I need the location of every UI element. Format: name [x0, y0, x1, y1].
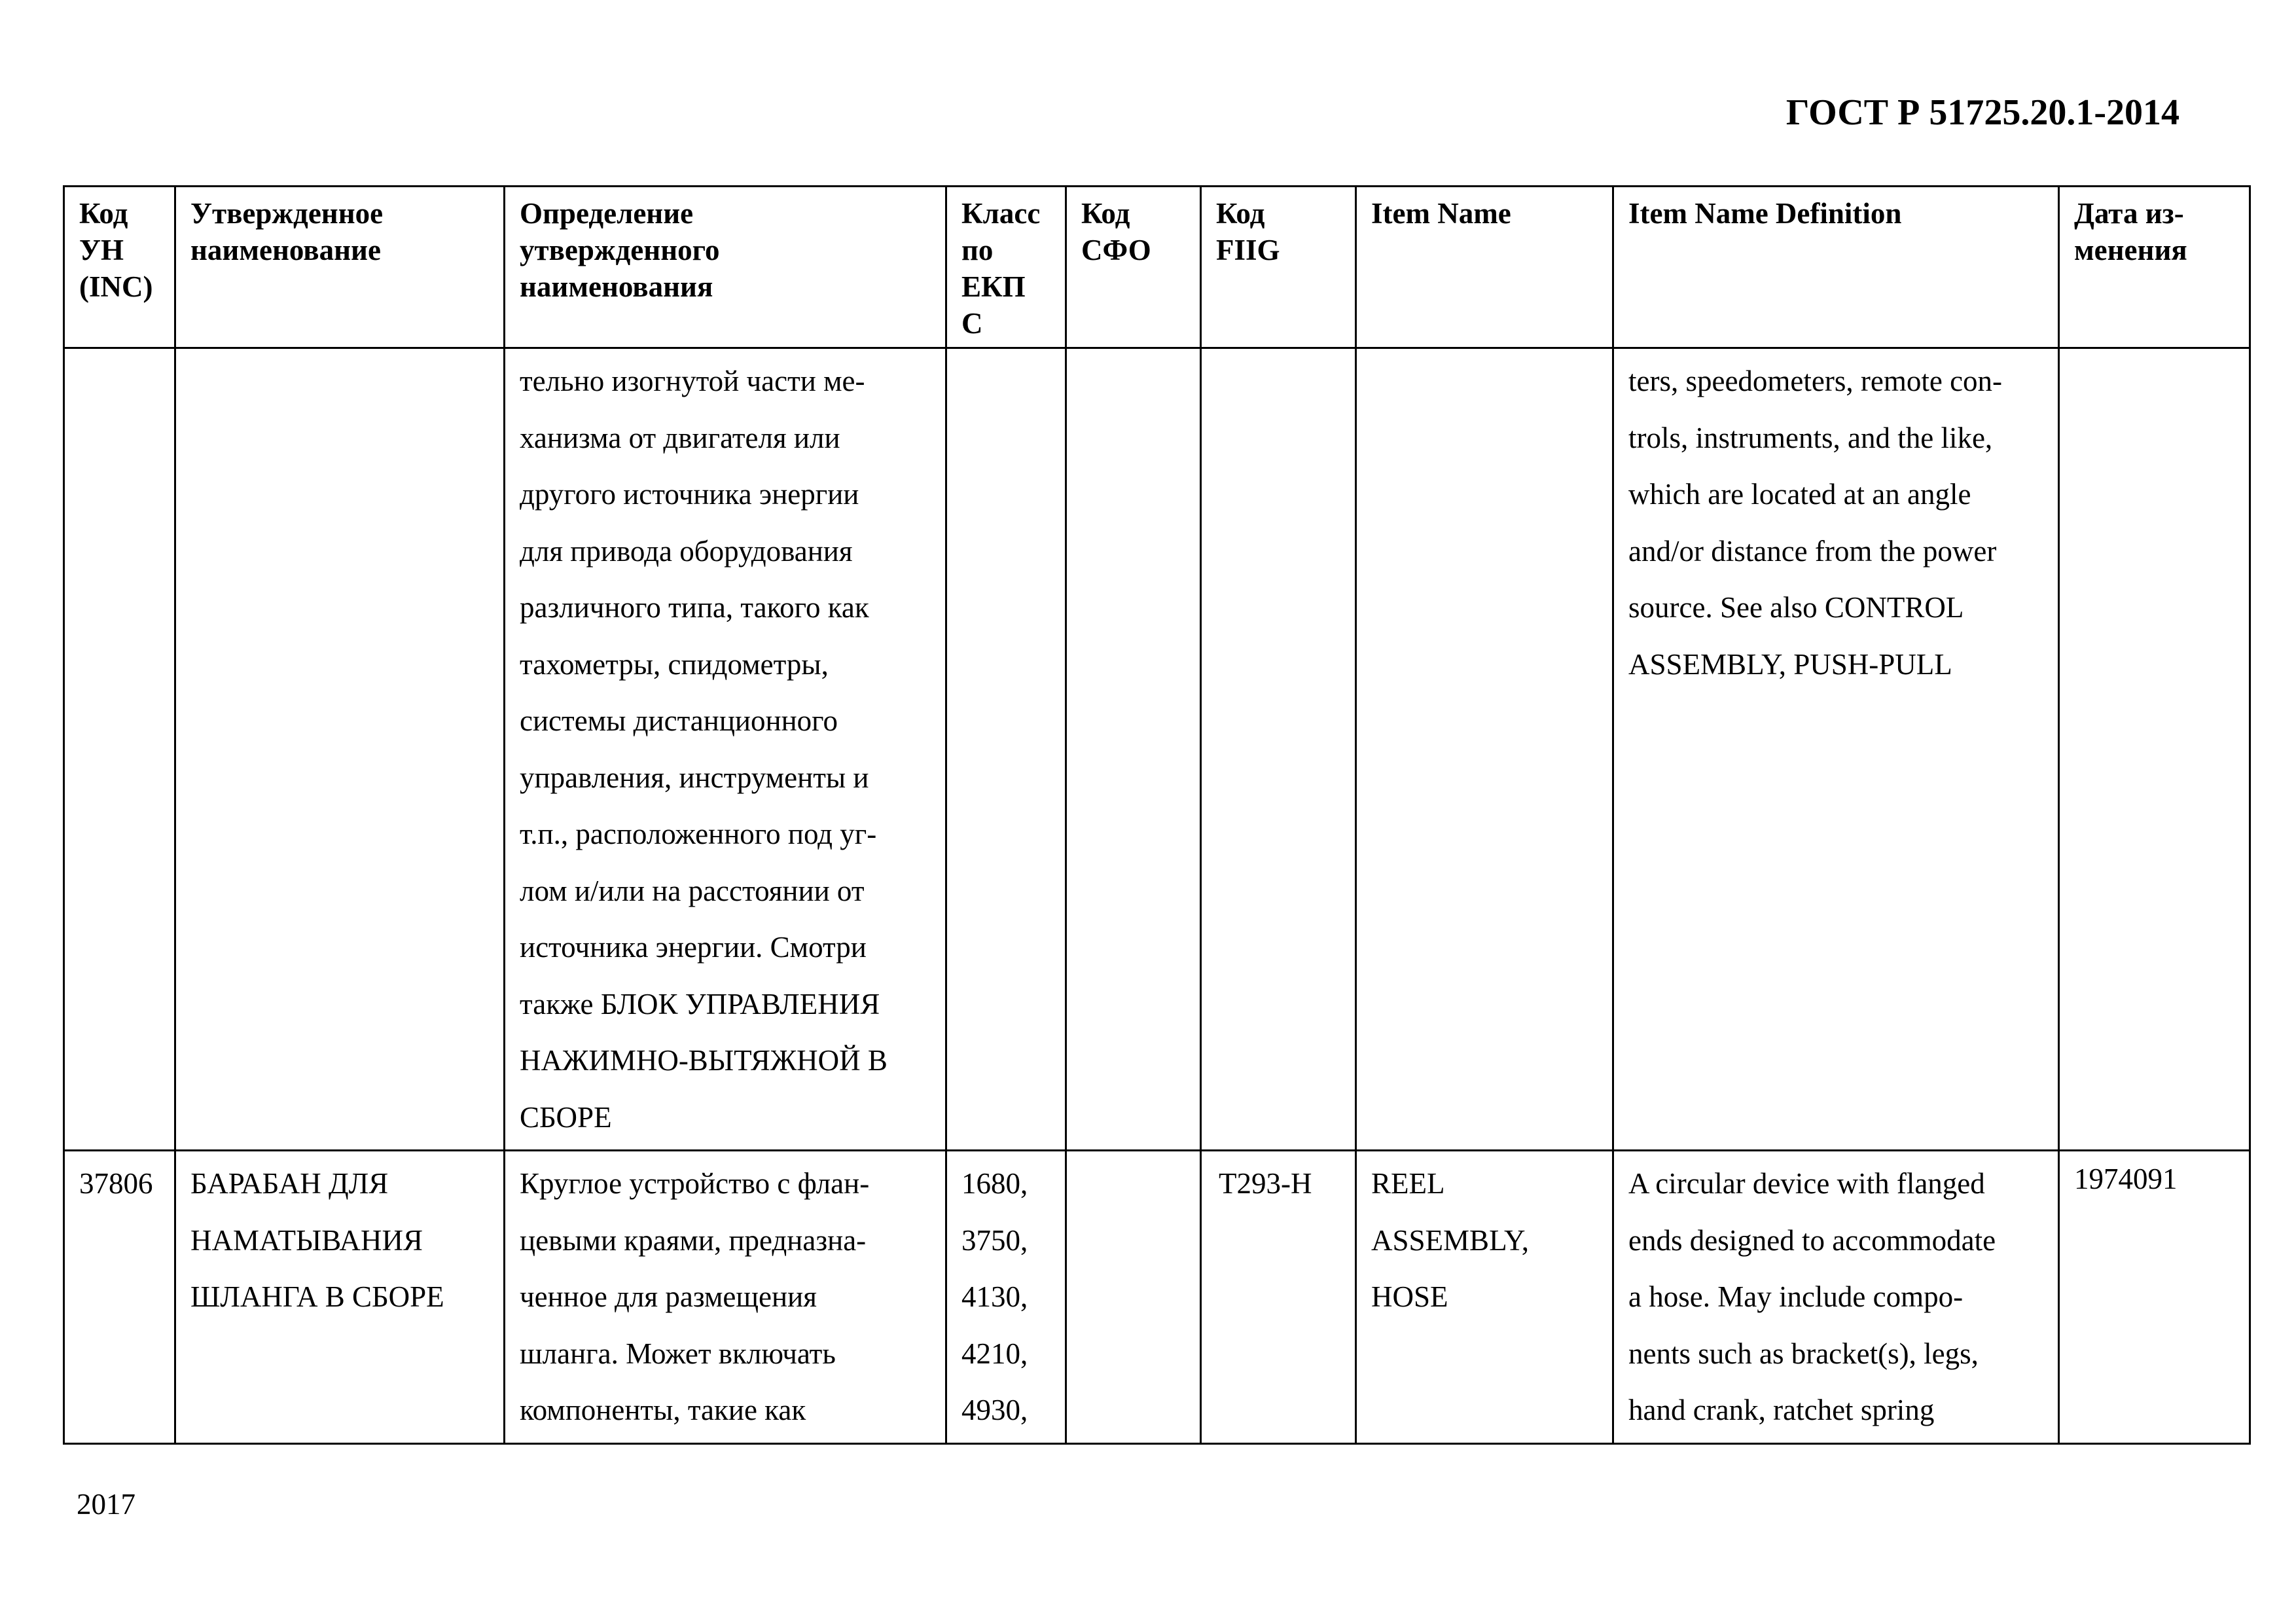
table-row — [64, 1151, 2250, 1444]
cell-definition-en: A circular device with flanged ends designed to accommodate a hose. May include compo- nents such as bracket(s), legs, hand crank, ratchet spring — [1613, 1151, 2059, 1444]
cell-fiig: T293-H — [1201, 1151, 1356, 1444]
header-change-date: Дата из- менения — [2059, 187, 2250, 348]
cell-definition-ru: тельно изогнутой части ме- ханизма от двигателя или другого источника энергии для привода оборудования различного типа, такого как тахометры, спидометры, системы дистанционного управления, инструменты и т.п., расположенного под уг- лом и/или на расстоянии от источника энергии. Смотри также БЛОК УПРАВЛЕНИЯ НАЖИМНО-ВЫТЯЖНОЙ В СБОРЕ — [505, 348, 946, 1151]
header-class: Класс по ЕКП С — [946, 187, 1066, 348]
cell-inc — [64, 348, 175, 1151]
header-item-name-definition: Item Name Definition — [1613, 187, 2059, 348]
classifier-table — [63, 185, 2251, 1445]
header-approved-name: Утвержденное наименование — [175, 187, 505, 348]
cell-fiig — [1201, 348, 1356, 1151]
header-definition-ru: Определение утвержденного наименования — [505, 187, 946, 348]
page-number: 2017 — [77, 1488, 135, 1521]
standard-code: ГОСТ Р 51725.20.1-2014 — [1785, 92, 2179, 133]
header-row — [64, 187, 2250, 348]
cell-item-name: REEL ASSEMBLY, HOSE — [1356, 1151, 1613, 1444]
header-item-name: Item Name — [1356, 187, 1613, 348]
cell-approved-name — [175, 348, 505, 1151]
header-fiig: Код FIIG — [1201, 187, 1356, 348]
cell-change-date: 1974091 — [2059, 1151, 2250, 1444]
cell-approved-name: БАРАБАН ДЛЯ НАМАТЫВАНИЯ ШЛАНГА В СБОРЕ — [175, 1151, 505, 1444]
cell-class — [946, 348, 1066, 1151]
cell-item-name — [1356, 348, 1613, 1151]
cell-definition-en: ters, speedometers, remote con- trols, instruments, and the like, which are located at an angle and/or distance from the power source. See also CONTROL ASSEMBLY, PUSH-PULL — [1613, 348, 2059, 1151]
cell-sfo — [1066, 1151, 1201, 1444]
header-sfo: Код СФО — [1066, 187, 1201, 348]
cell-change-date — [2059, 348, 2250, 1151]
table-header — [64, 187, 2250, 348]
header-inc: Код УН (INC) — [64, 187, 175, 348]
cell-inc: 37806 — [64, 1151, 175, 1444]
cell-definition-ru: Круглое устройство с флан- цевыми краями, предназна- ченное для размещения шланга. Может включать компоненты, такие как — [505, 1151, 946, 1444]
table-row-continuation — [64, 348, 2250, 1151]
cell-class: 1680, 3750, 4130, 4210, 4930, — [946, 1151, 1066, 1444]
cell-sfo — [1066, 348, 1201, 1151]
